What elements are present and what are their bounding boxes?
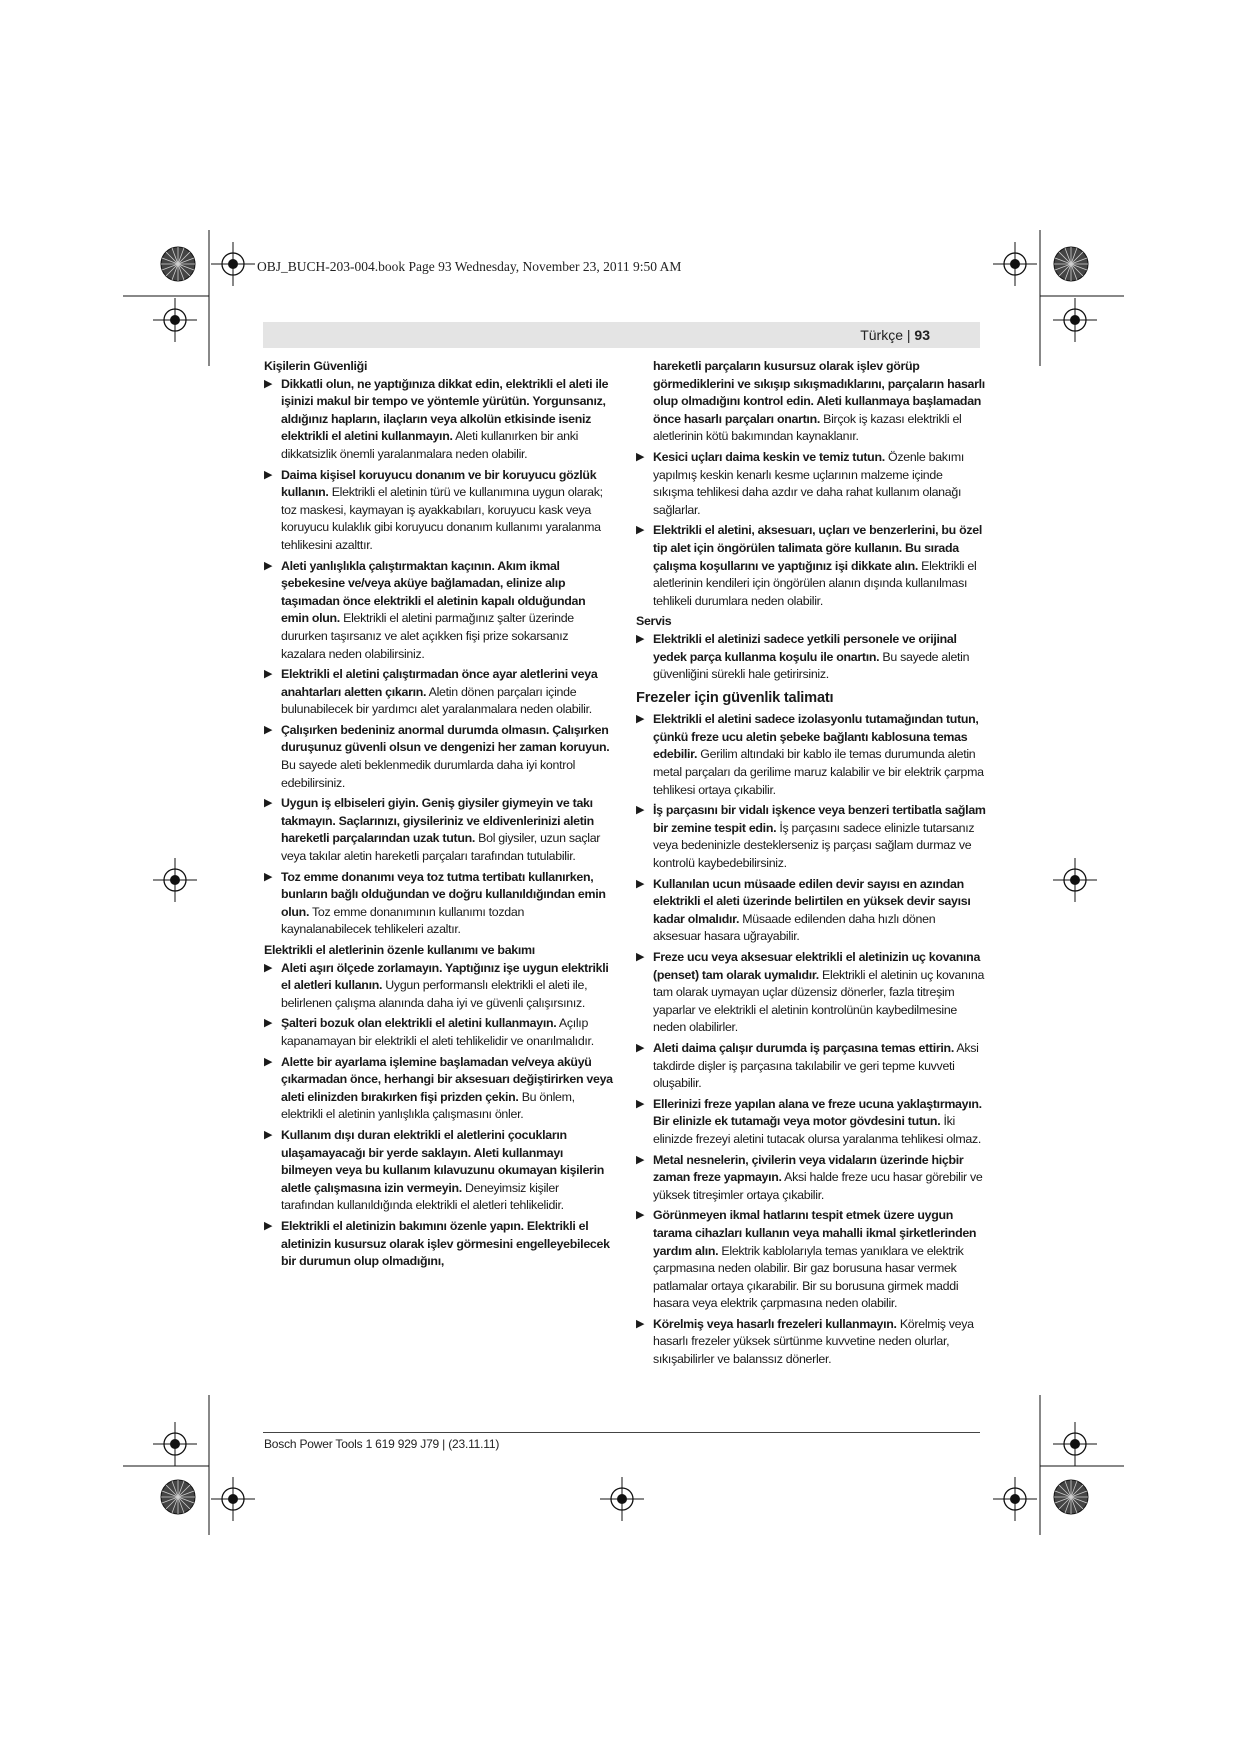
safety-item bbox=[636, 449, 986, 519]
item-body-text: İş parçasını sadece elinizle tutarsanız veya bedeninizle desteklerseniz iş parçası sağlam durmaz ve kontrolü kaybedebilirsiniz. bbox=[653, 820, 975, 871]
bullet-arrow-icon: ▶ bbox=[636, 450, 645, 463]
item-body-text: Özenle bakımı yapılmış keskin kenarlı kesme uçlarının malzeme içinde sıkışma tehlikesi daha azdır ve daha rahat kullanım olanağı sağlarlar. bbox=[653, 449, 965, 517]
safety-item bbox=[636, 1316, 986, 1369]
bullet-arrow-icon: ▶ bbox=[264, 559, 273, 572]
bullet-arrow-icon: ▶ bbox=[636, 877, 645, 890]
item-bold-text: Aleti aşırı ölçede zorlamayın. Yaptığınız işe uygun elektrikli el aletleri kullanın. bbox=[281, 960, 609, 993]
item-body-text: Aksi halde freze ucu hasar görebilir ve yüksek titreşimler ortaya çıkabilir. bbox=[653, 1170, 983, 1202]
item-body-text: Uygun performanslı elektrikli el aleti ile, belirlenen çalışma alanında daha iyi ve güvenli çalışırsınız. bbox=[281, 978, 588, 1010]
item-body-text: Bu önlem, elektrikli el aletinin yanlışlıkla çalışmasını önler. bbox=[281, 1089, 575, 1122]
safety-item bbox=[636, 802, 986, 872]
safety-item bbox=[264, 467, 614, 555]
item-bold-text: Daima kişisel koruyucu donanım ve bir koruyucu gözlük kullanın. bbox=[281, 467, 597, 500]
page-number: 93 bbox=[914, 327, 930, 343]
safety-item bbox=[264, 376, 614, 464]
safety-item bbox=[636, 1207, 986, 1313]
safety-item bbox=[264, 795, 614, 865]
header-separator: | bbox=[906, 327, 915, 343]
item-body-text: Müsaade edilenden daha hızlı dönen aksesuar hasara uğrayabilir. bbox=[653, 911, 936, 944]
bullet-arrow-icon: ▶ bbox=[264, 668, 273, 681]
item-body-text: Birçok iş kazası elektrikli el aletlerinin kötü bakımından kaynaklanır. bbox=[653, 411, 962, 444]
bullet-arrow-icon: ▶ bbox=[636, 1097, 645, 1110]
item-bold-text: Toz emme donanımı veya toz tutma tertibatı kullanırken, bunların bağlı olduğundan ve doğru kullanıldığından emin olun. bbox=[281, 869, 606, 919]
item-bold-text: Alette bir ayarlama işlemine başlamadan ve/veya aküyü çıkarmadan önce, herhangi bir aksesuarı değiştirirken veya aleti elinizden bırakırken fişi prizden çekin. bbox=[281, 1054, 613, 1104]
running-header bbox=[860, 327, 930, 343]
safety-item bbox=[636, 711, 986, 799]
safety-item bbox=[636, 1096, 986, 1149]
item-bold-text: Elektrikli el aletinizin bakımını özenle yapın. Elektrikli el aletinizin kusursuz olarak işlev görmesini engelleyebilecek bir durumun olup olmadığını, bbox=[281, 1218, 610, 1269]
item-bold-text: Elektrikli el aletini çalıştırmadan önce ayar aletlerini veya anahtarları aletten çıkarın. bbox=[281, 667, 598, 699]
bullet-arrow-icon: ▶ bbox=[264, 1055, 273, 1068]
bullet-arrow-icon: ▶ bbox=[636, 1153, 645, 1166]
safety-item bbox=[264, 1127, 614, 1215]
item-bold-text: Elektrikli el aletinizi sadece yetkili personele ve orijinal yedek parça kullanma koşulu ile onartın. bbox=[653, 631, 957, 664]
item-bold-text: İş parçasını bir vidalı işkence veya benzeri tertibatla sağlam bir zemine tespit edin. bbox=[653, 803, 986, 835]
bullet-arrow-icon: ▶ bbox=[636, 1317, 645, 1330]
item-body-text: Aletin dönen parçaları içinde bulunabilecek bir yardımcı alet yaralanmalara neden olabilir. bbox=[281, 684, 592, 717]
item-body-text: Deneyimsiz kişiler tarafından kullanıldığında elektrikli el aletleri tehlikelidir. bbox=[281, 1180, 564, 1213]
safety-item bbox=[636, 522, 986, 610]
bullet-arrow-icon: ▶ bbox=[264, 377, 273, 390]
item-body-text: Elektrikli el aletinin uç kovanına tam olarak uymayan uçlar düzensiz dönerler, fazla titreşim yaparlar ve elektrikli el aletinin kontrolünün kaybedilmesine neden olabilirler. bbox=[653, 967, 985, 1035]
item-body-text: Elektrikli el aletinin türü ve kullanımına uygun olarak; toz maskesi, kaymayan iş ayakkabıları, koruyucu kask veya koruyucu kulaklık gibi koruyucu donanım kullanımı yaralanma tehlikesini azalttır. bbox=[281, 485, 603, 552]
item-bold-text: Freze ucu veya aksesuar elektrikli el aletinizin uç kovanına (penset) tam olarak uymalıdır. bbox=[653, 950, 981, 982]
footer: Bosch Power Tools 1 619 929 J79 | (23.11.11) bbox=[264, 1437, 500, 1451]
item-bold-text: Uygun iş elbiseleri giyin. Geniş giysiler giymeyin ve takı takmayın. Saçlarınızı, giysileriniz ve eldivenlerinizi aletin hareketli parçalarından uzak tutun. bbox=[281, 796, 594, 846]
item-bold-text: Şalteri bozuk olan elektrikli el aletini kullanmayın. bbox=[281, 1016, 557, 1031]
left-column bbox=[264, 358, 614, 1274]
item-bold-text: Kullanım dışı duran elektrikli el aletlerini çocukların ulaşamayacağı bir yerde saklayın. Aleti kullanmayı bilmeyen veya bu kullanım kılavuzunu okumayan kişilerin aletle çalışmasına izin vermeyin. bbox=[281, 1127, 604, 1195]
section-subheading: Servis bbox=[636, 614, 672, 629]
safety-item bbox=[636, 1040, 986, 1093]
safety-item bbox=[264, 869, 614, 939]
item-body-text: Elektrikli el aletlerinin kendileri için öngörülen alanın dışında kullanılması tehlikeli durumlara neden olabilir. bbox=[653, 558, 977, 608]
item-body-text: Aksi takdirde dişler iş parçasına takılabilir ve geri tepme kuvveti oluşabilir. bbox=[653, 1040, 979, 1091]
safety-item bbox=[264, 1218, 614, 1271]
right-column bbox=[636, 358, 986, 1372]
item-bold-text: hareketli parçaların kusursuz olarak işlev görüp görmediklerini ve sıkışıp sıkışmadıklarını, parçaların hasarlı olup olmadığını kontrol edin. Aleti kullanmaya başlamadan önce hasarlı parçaları onartın. bbox=[653, 359, 985, 426]
bullet-arrow-icon: ▶ bbox=[636, 951, 645, 963]
bullet-arrow-icon: ▶ bbox=[636, 524, 645, 537]
item-bold-text: Görünmeyen ikmal hatlarını tespit etmek üzere uygun tarama cihazları kullanın veya mahalli ikmal şirketlerinden yardım alın. bbox=[653, 1208, 977, 1258]
safety-item bbox=[264, 558, 614, 664]
bullet-arrow-icon: ▶ bbox=[636, 804, 645, 817]
bullet-arrow-icon: ▶ bbox=[636, 1209, 645, 1222]
bullet-arrow-icon: ▶ bbox=[636, 713, 645, 726]
printer-header: OBJ_BUCH-203-004.book Page 93 Wednesday, November 23, 2011 9:50 AM bbox=[257, 259, 682, 274]
safety-item bbox=[264, 1054, 614, 1124]
item-body-text: İki elinizde frezeyi aletini tutacak olursa yaralanma tehlikesi olmaz. bbox=[653, 1114, 981, 1146]
footer-rule bbox=[263, 1432, 980, 1433]
bullet-arrow-icon: ▶ bbox=[636, 632, 645, 645]
item-body-text: Elektrikli el aletini parmağınız şalter üzerinde dururken taşırsanız ve alet açıkken fişi prize sokarsanız kazalara neden olabilirsiniz. bbox=[281, 611, 574, 661]
item-bold-text: Körelmiş veya hasarlı frezeleri kullanmayın. bbox=[653, 1316, 897, 1331]
item-body-text: Elektrik kablolarıyla temas yanıklara ve elektrik çarpmasına neden olabilir. Bir gaz borusuna hasar vermek patlamalar ortaya çıkarabilir. Bir su borusuna girmek maddi hasara veya elektrik çarpmasına neden olabilir. bbox=[653, 1243, 964, 1311]
item-bold-text: Metal nesnelerin, çivilerin veya vidaların üzerinde hiçbir zaman freze yapmayın. bbox=[653, 1152, 964, 1185]
bullet-arrow-icon: ▶ bbox=[264, 468, 273, 481]
bullet-arrow-icon: ▶ bbox=[264, 1128, 273, 1141]
item-body-text: Körelmiş veya hasarlı frezeler yüksek sürtünme kuvvetine neden olurlar, sıkışabilirler ve balanssız dönerler. bbox=[653, 1316, 974, 1367]
safety-item bbox=[636, 631, 986, 684]
bullet-arrow-icon: ▶ bbox=[264, 870, 273, 883]
safety-item bbox=[636, 949, 986, 1037]
bullet-arrow-icon: ▶ bbox=[264, 1017, 273, 1030]
item-bold-text: Aleti yanlışlıkla çalıştırmaktan kaçının. Akım ikmal şebekesine ve/veya aküye bağlamadan, elinize alıp taşımadan önce elektrikli el aletinin kapalı olduğundan emin olun. bbox=[281, 558, 586, 626]
item-body-text: Gerilim altındaki bir kablo ile temas durumunda aletin metal parçaları da gerilime maruz kalabilir ve bir elektrik çarpma tehlikesi ortaya çıkabilir. bbox=[653, 747, 984, 797]
bullet-arrow-icon: ▶ bbox=[264, 797, 273, 810]
safety-item bbox=[636, 1152, 986, 1205]
item-bold-text: Çalışırken bedeniniz anormal durumda olmasın. Çalışırken duruşunuz güvenli olsun ve dengenizi her zaman koruyun. bbox=[281, 722, 610, 755]
item-body-text: Aleti kullanırken bir anki dikkatsizlik önemli yaralanmalara neden olabilir. bbox=[281, 429, 579, 461]
item-bold-text: Ellerinizi freze yapılan alana ve freze ucuna yaklaştırmayın. Bir elinizle ek tutamağı veya motor gövdesini tutun. bbox=[653, 1096, 982, 1129]
section-subheading: Elektrikli el aletlerinin özenle kullanımı ve bakımı bbox=[264, 943, 535, 957]
bullet-arrow-icon: ▶ bbox=[264, 723, 273, 736]
item-bold-text: Kullanılan ucun müsaade edilen devir sayısı en azından elektrikli el aleti üzerinde belirtilen en yüksek devir sayısı kadar olmalıdır. bbox=[653, 876, 971, 926]
item-body-text: Toz emme donanımının kullanımı tozdan kaynalanabilecek tehlikeleri azaltır. bbox=[281, 904, 525, 937]
language-label: Türkçe bbox=[860, 327, 903, 343]
item-bold-text: Elektrikli el aletini, aksesuarı, uçları ve benzerlerini, bu özel tip alet için öngörülen talimata göre kullanın. Bu sırada çalışma koşullarını ve yaptığınız işi dikkate alın. bbox=[653, 523, 982, 573]
bullet-arrow-icon: ▶ bbox=[264, 1219, 273, 1232]
item-bold-text: Dikkatli olun, ne yaptığınıza dikkat edin, elektrikli el aleti ile işinizi makul bir tempo ve yöntemle yürütün. Yorgunsanız, aldığınız hapların, ilaçların veya alkolün etkisinde iseniz elektrikli el aletini kullanmayın. bbox=[281, 376, 609, 444]
item-bold-text: Kesici uçları daima keskin ve temiz tutun. bbox=[653, 449, 885, 464]
continued-paragraph bbox=[636, 358, 986, 446]
safety-item bbox=[264, 960, 614, 1013]
item-body-text: Açılıp kapanamayan bir elektrikli el aleti tehlikelidir ve onarılmalıdır. bbox=[281, 1016, 594, 1048]
item-body-text: Bu sayede aletin güvenliğini sürekli hale getirirsiniz. bbox=[653, 649, 970, 682]
bullet-arrow-icon: ▶ bbox=[636, 1041, 645, 1054]
safety-item bbox=[264, 722, 614, 792]
item-body-text: Bol giysiler, uzun saçlar veya takılar aletin hareketli parçaları tarafından tutulabilir. bbox=[281, 831, 601, 864]
safety-item bbox=[636, 876, 986, 946]
item-bold-text: Elektrikli el aletini sadece izolasyonlu tutamağından tutun, çünkü freze ucu aletin şebeke bağlantı kablosuna temas edebilir. bbox=[653, 712, 979, 762]
section-heading: Frezeler için güvenlik talimatı bbox=[636, 689, 834, 706]
safety-item bbox=[264, 1015, 614, 1050]
item-bold-text: Aleti daima çalışır durumda iş parçasına temas ettirin. bbox=[653, 1040, 954, 1055]
safety-item bbox=[264, 666, 614, 719]
bullet-arrow-icon: ▶ bbox=[264, 961, 273, 974]
section-subheading: Kişilerin Güvenliği bbox=[264, 359, 368, 373]
item-body-text: Bu sayede aleti beklenmedik durumlarda daha iyi kontrol edebilirsiniz. bbox=[281, 758, 576, 790]
